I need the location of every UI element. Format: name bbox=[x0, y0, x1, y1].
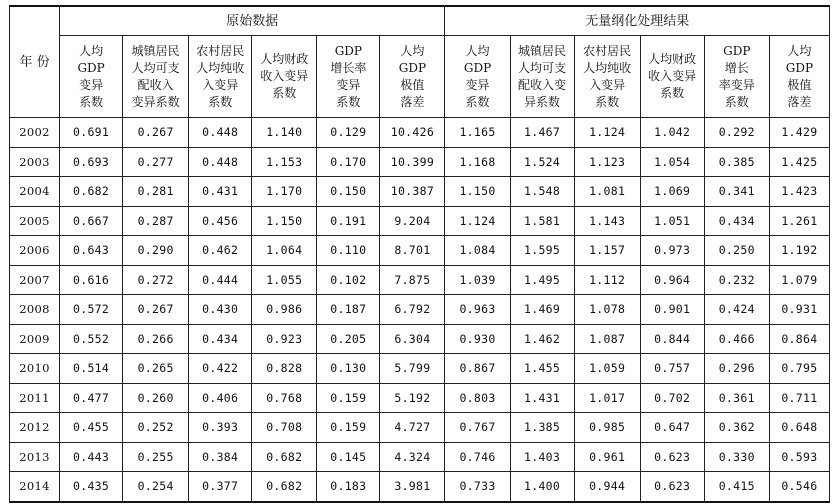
year-cell: 2009 bbox=[10, 324, 60, 354]
column-header-line: 收入变异 bbox=[648, 69, 697, 83]
value-cell: 1.467 bbox=[510, 118, 574, 148]
value-cell: 0.477 bbox=[60, 383, 123, 413]
value-cell: 0.844 bbox=[640, 324, 704, 354]
value-cell: 1.079 bbox=[769, 265, 829, 295]
column-header-line: 人均 bbox=[465, 43, 490, 58]
column-header-line: 入变异 bbox=[202, 77, 239, 92]
table-row bbox=[10, 177, 830, 207]
table-row bbox=[10, 383, 830, 413]
value-cell: 0.867 bbox=[445, 354, 510, 384]
value-cell: 1.150 bbox=[252, 206, 317, 236]
value-cell: 1.143 bbox=[574, 206, 640, 236]
value-cell: 0.255 bbox=[123, 442, 189, 472]
value-cell: 1.495 bbox=[510, 265, 574, 295]
value-cell: 0.377 bbox=[189, 472, 252, 502]
value-cell: 0.265 bbox=[123, 354, 189, 384]
year-column-header: 年 份 bbox=[10, 6, 60, 118]
value-cell: 0.985 bbox=[574, 413, 640, 443]
value-cell: 10.399 bbox=[380, 147, 445, 177]
value-cell: 0.623 bbox=[640, 472, 704, 502]
year-cell: 2011 bbox=[10, 383, 60, 413]
group-header-original: 原始数据 bbox=[60, 6, 445, 36]
value-cell: 0.205 bbox=[317, 324, 380, 354]
value-cell: 5.192 bbox=[380, 383, 445, 413]
value-cell: 1.595 bbox=[510, 236, 574, 266]
value-cell: 1.064 bbox=[252, 236, 317, 266]
column-header-line: 系数 bbox=[208, 94, 233, 109]
value-cell: 0.431 bbox=[189, 177, 252, 207]
value-cell: 1.261 bbox=[769, 206, 829, 236]
year-cell: 2004 bbox=[10, 177, 60, 207]
column-header-line: 人均纯收 bbox=[583, 60, 632, 75]
column-header-line: 极值 bbox=[787, 77, 812, 92]
column-header bbox=[640, 36, 704, 118]
value-cell: 0.803 bbox=[445, 383, 510, 413]
value-cell: 0.616 bbox=[60, 265, 123, 295]
value-cell: 0.986 bbox=[252, 295, 317, 325]
value-cell: 0.667 bbox=[60, 206, 123, 236]
value-cell: 0.434 bbox=[189, 324, 252, 354]
value-cell: 0.129 bbox=[317, 118, 380, 148]
year-cell: 2013 bbox=[10, 442, 60, 472]
value-cell: 0.287 bbox=[123, 206, 189, 236]
column-header-line: 配收入变 bbox=[518, 77, 567, 92]
value-cell: 0.448 bbox=[189, 147, 252, 177]
value-cell: 1.192 bbox=[769, 236, 829, 266]
value-cell: 0.362 bbox=[704, 413, 769, 443]
value-cell: 0.277 bbox=[123, 147, 189, 177]
value-cell: 0.828 bbox=[252, 354, 317, 384]
value-cell: 1.548 bbox=[510, 177, 574, 207]
table-body bbox=[10, 118, 830, 502]
year-cell: 2014 bbox=[10, 472, 60, 502]
value-cell: 0.434 bbox=[704, 206, 769, 236]
value-cell: 0.187 bbox=[317, 295, 380, 325]
column-header bbox=[189, 36, 252, 118]
value-cell: 0.254 bbox=[123, 472, 189, 502]
value-cell: 0.973 bbox=[640, 236, 704, 266]
value-cell: 0.406 bbox=[189, 383, 252, 413]
value-cell: 1.157 bbox=[574, 236, 640, 266]
value-cell: 1.017 bbox=[574, 383, 640, 413]
column-header-line: 农村居民 bbox=[583, 43, 632, 58]
value-cell: 0.462 bbox=[189, 236, 252, 266]
year-cell: 2002 bbox=[10, 118, 60, 148]
value-cell: 0.963 bbox=[445, 295, 510, 325]
value-cell: 0.430 bbox=[189, 295, 252, 325]
value-cell: 0.159 bbox=[317, 383, 380, 413]
column-header bbox=[252, 36, 317, 118]
value-cell: 0.901 bbox=[640, 295, 704, 325]
value-cell: 0.931 bbox=[769, 295, 829, 325]
value-cell: 0.456 bbox=[189, 206, 252, 236]
value-cell: 0.964 bbox=[640, 265, 704, 295]
value-cell: 1.168 bbox=[445, 147, 510, 177]
value-cell: 0.593 bbox=[769, 442, 829, 472]
value-cell: 0.290 bbox=[123, 236, 189, 266]
value-cell: 0.281 bbox=[123, 177, 189, 207]
value-cell: 0.341 bbox=[704, 177, 769, 207]
value-cell: 0.266 bbox=[123, 324, 189, 354]
value-cell: 0.267 bbox=[123, 295, 189, 325]
value-cell: 1.078 bbox=[574, 295, 640, 325]
value-cell: 0.923 bbox=[252, 324, 317, 354]
column-header-line: 落差 bbox=[787, 94, 812, 109]
value-cell: 0.767 bbox=[445, 413, 510, 443]
value-cell: 1.524 bbox=[510, 147, 574, 177]
table-row bbox=[10, 413, 830, 443]
value-cell: 0.250 bbox=[704, 236, 769, 266]
column-header-line: 增长率 bbox=[330, 60, 367, 75]
value-cell: 1.087 bbox=[574, 324, 640, 354]
table-row bbox=[10, 265, 830, 295]
column-header-line: 落差 bbox=[400, 94, 425, 109]
value-cell: 0.514 bbox=[60, 354, 123, 384]
value-cell: 4.727 bbox=[380, 413, 445, 443]
value-cell: 6.304 bbox=[380, 324, 445, 354]
column-header-line: 城镇居民 bbox=[518, 43, 567, 58]
value-cell: 0.424 bbox=[704, 295, 769, 325]
value-cell: 1.581 bbox=[510, 206, 574, 236]
value-cell: 1.403 bbox=[510, 442, 574, 472]
column-header-line: GDP bbox=[463, 60, 492, 75]
value-cell: 7.875 bbox=[380, 265, 445, 295]
value-cell: 1.069 bbox=[640, 177, 704, 207]
value-cell: 6.792 bbox=[380, 295, 445, 325]
value-cell: 0.466 bbox=[704, 324, 769, 354]
value-cell: 0.572 bbox=[60, 295, 123, 325]
column-header-line: 异系数 bbox=[524, 94, 561, 109]
value-cell: 0.183 bbox=[317, 472, 380, 502]
value-cell: 1.042 bbox=[640, 118, 704, 148]
value-cell: 1.400 bbox=[510, 472, 574, 502]
value-cell: 1.112 bbox=[574, 265, 640, 295]
value-cell: 0.393 bbox=[189, 413, 252, 443]
column-header-line: 变异系数 bbox=[131, 94, 180, 109]
value-cell: 0.150 bbox=[317, 177, 380, 207]
column-header bbox=[769, 36, 829, 118]
value-cell: 0.267 bbox=[123, 118, 189, 148]
column-header-line: GDP bbox=[785, 60, 814, 75]
group-header-normalized: 无量纲化处理结果 bbox=[445, 6, 830, 36]
column-header-line: 系数 bbox=[272, 86, 297, 100]
column-header-line: 人均纯收 bbox=[196, 60, 245, 75]
table-row bbox=[10, 147, 830, 177]
value-cell: 1.469 bbox=[510, 295, 574, 325]
column-header-line: 率变异 bbox=[718, 77, 755, 92]
value-cell: 0.435 bbox=[60, 472, 123, 502]
column-header bbox=[380, 36, 445, 118]
value-cell: 1.054 bbox=[640, 147, 704, 177]
value-cell: 0.702 bbox=[640, 383, 704, 413]
value-cell: 1.150 bbox=[445, 177, 510, 207]
value-cell: 1.081 bbox=[574, 177, 640, 207]
column-header bbox=[704, 36, 769, 118]
column-header-line: 农村居民 bbox=[196, 43, 245, 58]
value-cell: 0.648 bbox=[769, 413, 829, 443]
value-cell: 0.552 bbox=[60, 324, 123, 354]
value-cell: 0.757 bbox=[640, 354, 704, 384]
value-cell: 0.733 bbox=[445, 472, 510, 502]
year-cell: 2012 bbox=[10, 413, 60, 443]
table-row bbox=[10, 442, 830, 472]
value-cell: 0.272 bbox=[123, 265, 189, 295]
column-header-line: 系数 bbox=[336, 94, 361, 109]
value-cell: 0.232 bbox=[704, 265, 769, 295]
column-header-row bbox=[10, 36, 830, 118]
column-header-line: 人均 bbox=[400, 43, 425, 58]
column-header bbox=[510, 36, 574, 118]
value-cell: 0.422 bbox=[189, 354, 252, 384]
value-cell: 0.170 bbox=[317, 147, 380, 177]
column-header-line: 人均财政 bbox=[260, 52, 309, 66]
value-cell: 5.799 bbox=[380, 354, 445, 384]
column-header-line: 入变异 bbox=[589, 77, 626, 92]
value-cell: 0.292 bbox=[704, 118, 769, 148]
value-cell: 1.153 bbox=[252, 147, 317, 177]
value-cell: 9.204 bbox=[380, 206, 445, 236]
value-cell: 10.387 bbox=[380, 177, 445, 207]
value-cell: 0.693 bbox=[60, 147, 123, 177]
column-header-line: 系数 bbox=[79, 94, 104, 109]
year-cell: 2005 bbox=[10, 206, 60, 236]
value-cell: 1.051 bbox=[640, 206, 704, 236]
value-cell: 1.039 bbox=[445, 265, 510, 295]
value-cell: 0.682 bbox=[252, 472, 317, 502]
group-header-row bbox=[10, 6, 830, 36]
table-row bbox=[10, 472, 830, 502]
value-cell: 1.059 bbox=[574, 354, 640, 384]
value-cell: 0.415 bbox=[704, 472, 769, 502]
value-cell: 1.140 bbox=[252, 118, 317, 148]
column-header-line: 收入变异 bbox=[260, 69, 309, 83]
column-header-line: 人均 bbox=[787, 43, 812, 58]
value-cell: 0.385 bbox=[704, 147, 769, 177]
value-cell: 0.708 bbox=[252, 413, 317, 443]
column-header-line: GDP bbox=[398, 60, 427, 75]
year-cell: 2010 bbox=[10, 354, 60, 384]
column-header-line: 变异 bbox=[79, 77, 104, 92]
value-cell: 1.385 bbox=[510, 413, 574, 443]
value-cell: 0.643 bbox=[60, 236, 123, 266]
value-cell: 0.448 bbox=[189, 118, 252, 148]
value-cell: 0.191 bbox=[317, 206, 380, 236]
table-row bbox=[10, 206, 830, 236]
column-header-line: 人均可支 bbox=[131, 60, 180, 75]
value-cell: 0.746 bbox=[445, 442, 510, 472]
value-cell: 0.330 bbox=[704, 442, 769, 472]
value-cell: 0.682 bbox=[252, 442, 317, 472]
value-cell: 3.981 bbox=[380, 472, 445, 502]
column-header-line: 人均可支 bbox=[518, 60, 567, 75]
column-header-line: 极值 bbox=[400, 77, 425, 92]
value-cell: 1.429 bbox=[769, 118, 829, 148]
value-cell: 0.110 bbox=[317, 236, 380, 266]
column-header bbox=[60, 36, 123, 118]
table-row bbox=[10, 324, 830, 354]
value-cell: 1.455 bbox=[510, 354, 574, 384]
value-cell: 0.864 bbox=[769, 324, 829, 354]
year-cell: 2006 bbox=[10, 236, 60, 266]
column-header-line: 变异 bbox=[336, 77, 361, 92]
column-header-line: 系数 bbox=[724, 94, 749, 109]
column-header-line: 城镇居民 bbox=[131, 43, 180, 58]
column-header-line: 增长 bbox=[724, 60, 749, 75]
value-cell: 0.252 bbox=[123, 413, 189, 443]
value-cell: 1.165 bbox=[445, 118, 510, 148]
value-cell: 1.462 bbox=[510, 324, 574, 354]
column-header-line: GDP bbox=[723, 43, 751, 58]
value-cell: 0.768 bbox=[252, 383, 317, 413]
column-header-line: GDP bbox=[334, 43, 362, 58]
data-table bbox=[9, 5, 830, 503]
value-cell: 1.423 bbox=[769, 177, 829, 207]
value-cell: 0.260 bbox=[123, 383, 189, 413]
value-cell: 1.123 bbox=[574, 147, 640, 177]
value-cell: 1.055 bbox=[252, 265, 317, 295]
column-header bbox=[445, 36, 510, 118]
column-header-line: 系数 bbox=[595, 94, 620, 109]
value-cell: 0.455 bbox=[60, 413, 123, 443]
column-header-line: 系数 bbox=[465, 94, 490, 109]
year-cell: 2007 bbox=[10, 265, 60, 295]
column-header bbox=[574, 36, 640, 118]
value-cell: 1.431 bbox=[510, 383, 574, 413]
value-cell: 0.159 bbox=[317, 413, 380, 443]
column-header-line: 系数 bbox=[660, 86, 685, 100]
value-cell: 0.443 bbox=[60, 442, 123, 472]
value-cell: 0.145 bbox=[317, 442, 380, 472]
value-cell: 1.084 bbox=[445, 236, 510, 266]
value-cell: 10.426 bbox=[380, 118, 445, 148]
value-cell: 0.102 bbox=[317, 265, 380, 295]
column-header bbox=[317, 36, 380, 118]
value-cell: 0.444 bbox=[189, 265, 252, 295]
column-header-line: 人均 bbox=[79, 43, 104, 58]
year-cell: 2003 bbox=[10, 147, 60, 177]
value-cell: 0.384 bbox=[189, 442, 252, 472]
table-row bbox=[10, 118, 830, 148]
column-header-line: GDP bbox=[77, 60, 105, 75]
value-cell: 1.124 bbox=[445, 206, 510, 236]
year-cell: 2008 bbox=[10, 295, 60, 325]
column-header-line: 人均财政 bbox=[648, 52, 697, 66]
table-row bbox=[10, 236, 830, 266]
value-cell: 0.647 bbox=[640, 413, 704, 443]
value-cell: 1.124 bbox=[574, 118, 640, 148]
value-cell: 0.961 bbox=[574, 442, 640, 472]
value-cell: 0.130 bbox=[317, 354, 380, 384]
value-cell: 0.795 bbox=[769, 354, 829, 384]
value-cell: 0.361 bbox=[704, 383, 769, 413]
value-cell: 0.944 bbox=[574, 472, 640, 502]
value-cell: 1.425 bbox=[769, 147, 829, 177]
table-row bbox=[10, 354, 830, 384]
value-cell: 0.296 bbox=[704, 354, 769, 384]
value-cell: 8.701 bbox=[380, 236, 445, 266]
value-cell: 0.623 bbox=[640, 442, 704, 472]
value-cell: 0.930 bbox=[445, 324, 510, 354]
column-header-line: 变异 bbox=[465, 77, 490, 92]
column-header-line: 配收入 bbox=[137, 77, 174, 92]
column-header bbox=[123, 36, 189, 118]
value-cell: 0.682 bbox=[60, 177, 123, 207]
value-cell: 0.546 bbox=[769, 472, 829, 502]
value-cell: 0.691 bbox=[60, 118, 123, 148]
value-cell: 4.324 bbox=[380, 442, 445, 472]
table-row bbox=[10, 295, 830, 325]
value-cell: 1.170 bbox=[252, 177, 317, 207]
value-cell: 0.711 bbox=[769, 383, 829, 413]
